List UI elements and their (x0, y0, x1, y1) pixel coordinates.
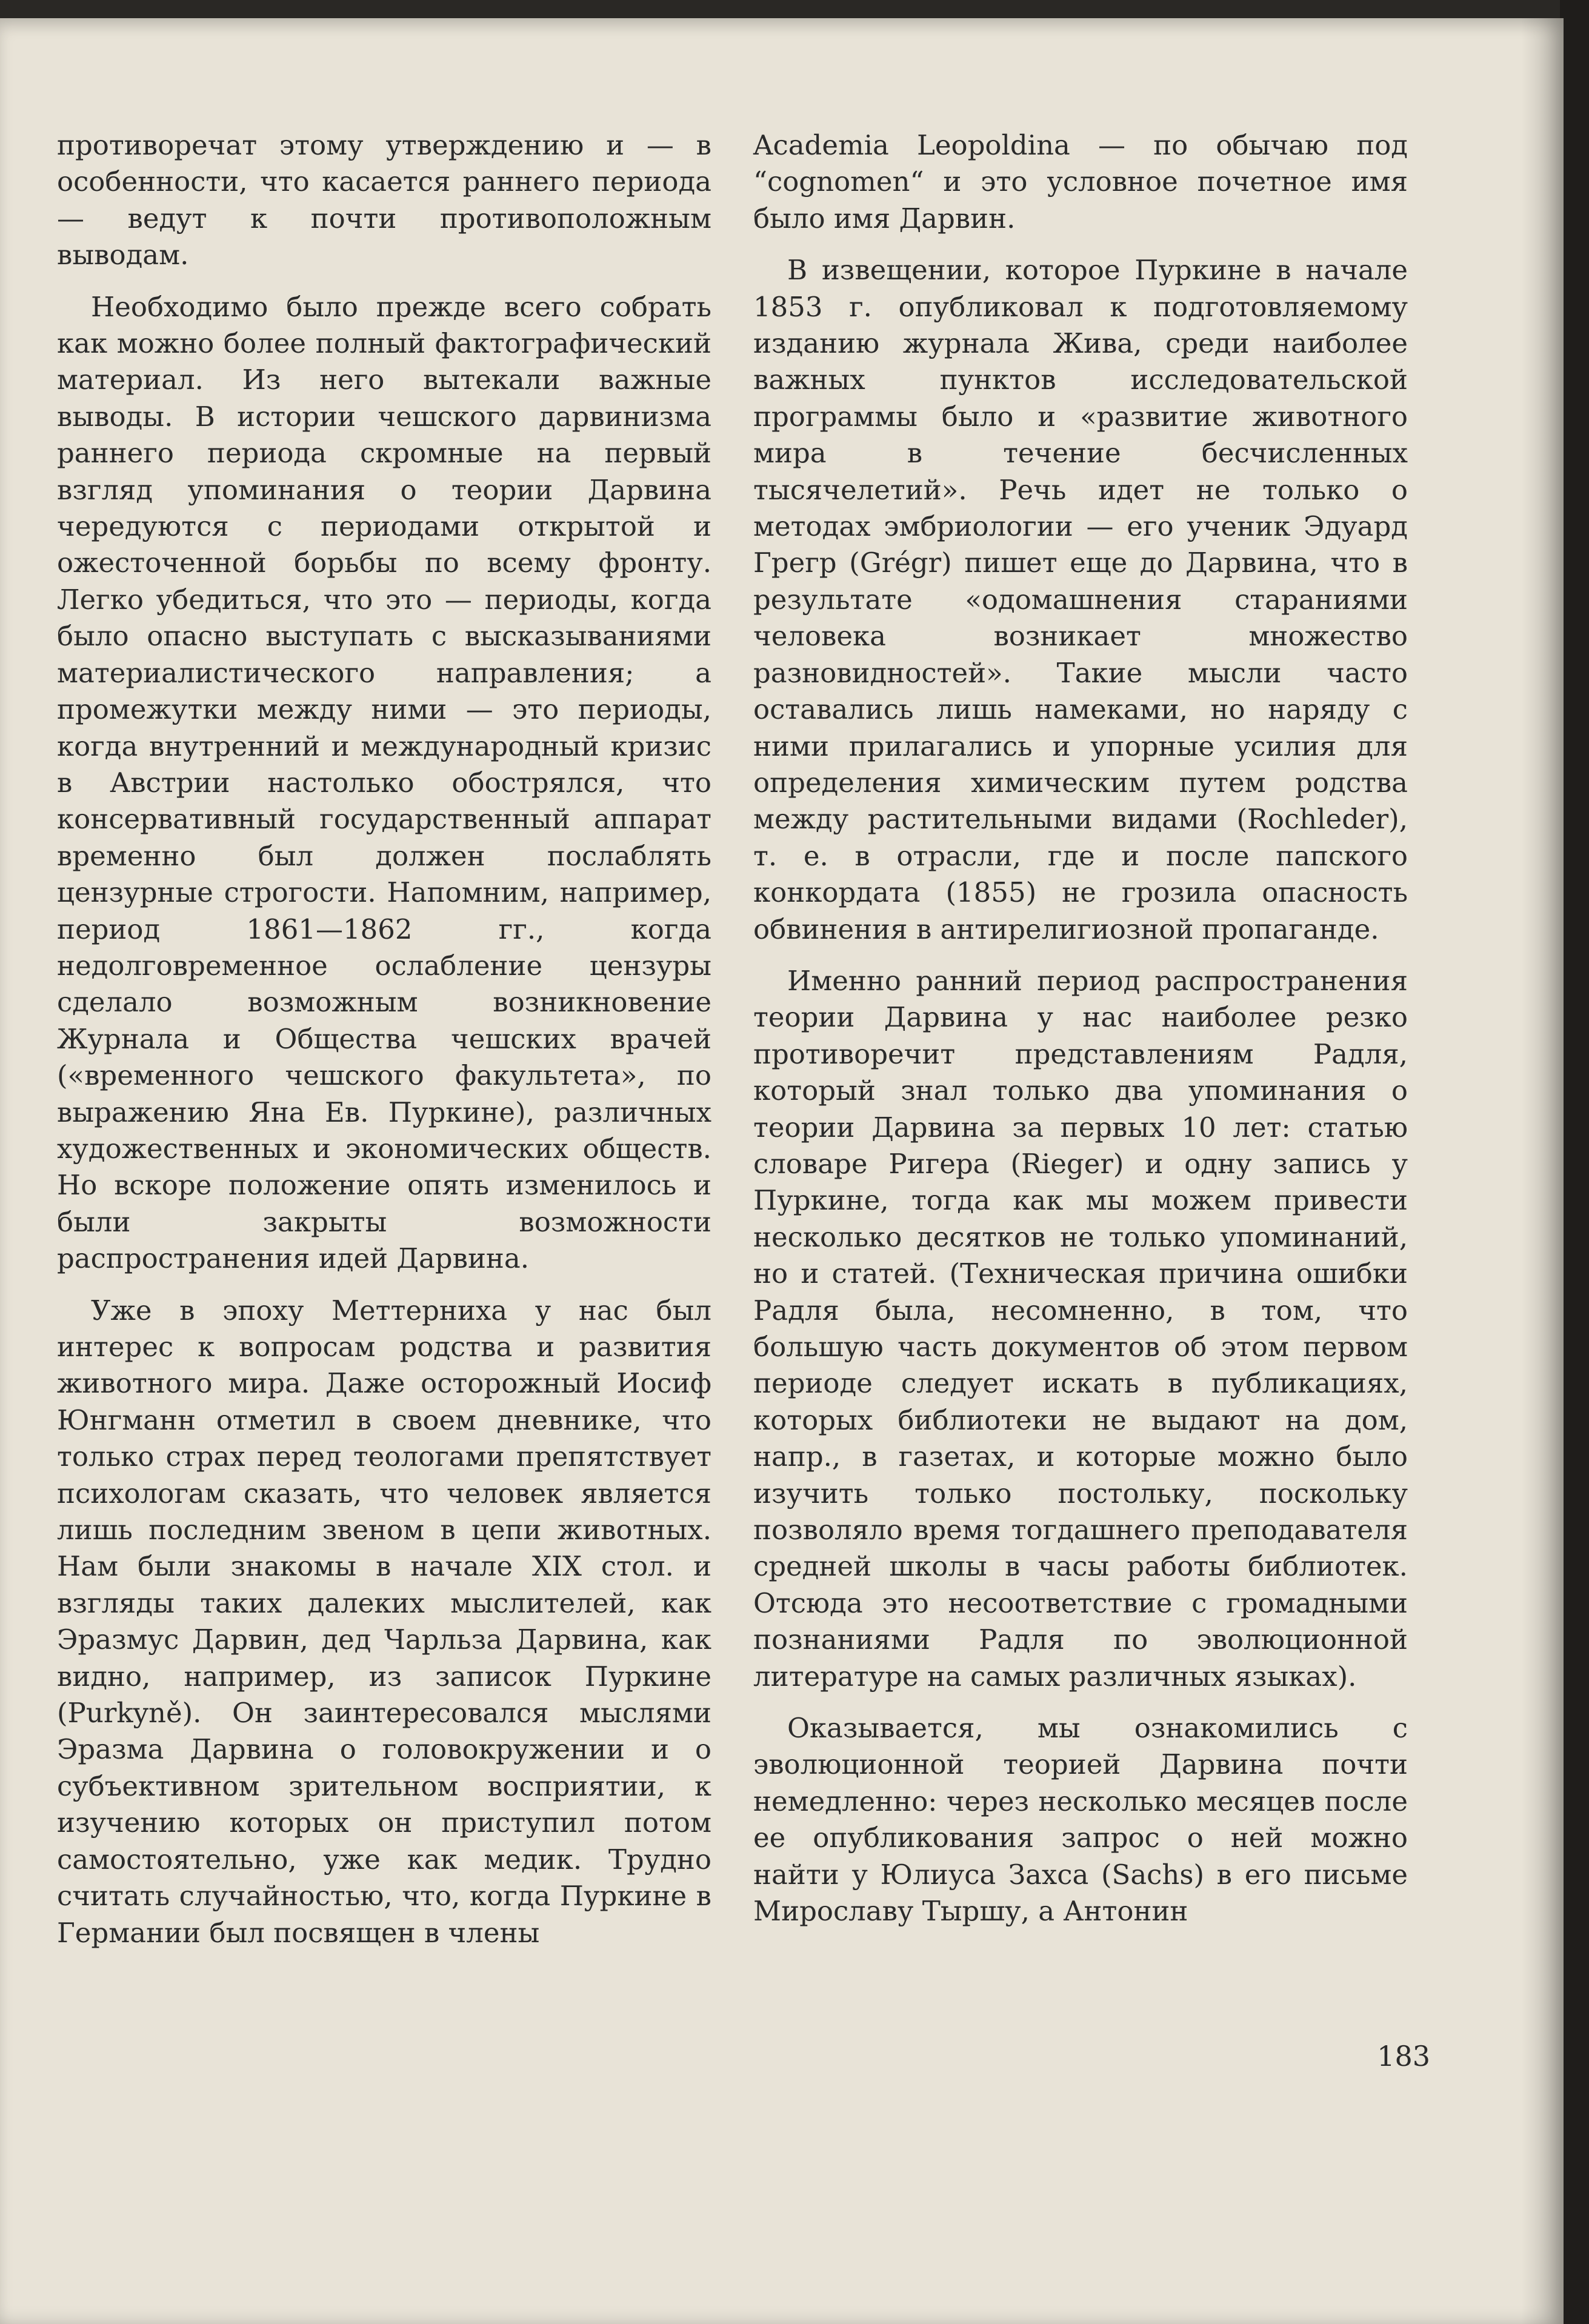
right-paragraph-1: Academia Leopoldina — по обычаю под “cognomen“ и это условное почетное имя было имя Дарвин. (753, 129, 1408, 235)
right-text-column (753, 127, 1408, 1930)
page-fold-shadow (1521, 18, 1564, 2324)
left-paragraph-1: противоречат этому утверждению и — в особенности, что касается раннего периода — ведут к почти противоположным выводам. (57, 129, 711, 271)
page-number: 183 (1377, 2040, 1430, 2073)
scan-background-right (1560, 0, 1589, 2324)
right-paragraph-3: Именно ранний период распространения теории Дарвина у нас наиболее резко противоречит представлениям Радля, который знал только два упоминания о теории Дарвина за первых 10 лет: статью словаре Ригера (Rieger) и одну запись у Пуркине, тогда как мы можем привести несколько десятков не только упоминаний, но и статей. (Техническая причина ошибки Радля была, несомненно, в том, что большую часть документов об этом первом периоде следует искать в публикациях, которых библиотеки не выдают на дом, напр., в газетах, и которые можно было изучить только постольку, поскольку позволяло время тогдашнего преподавателя средней школы в часы работы библиотек. Отсюда это несоответствие с громадными познаниями Радля по эволюционной литературе на самых различных языках). (753, 964, 1408, 1693)
right-paragraph-4: Оказывается, мы ознакомились с эволюционной теорией Дарвина почти немедленно: через несколько месяцев после ее опубликования запрос о ней можно найти у Юлиуса Захса (Sachs) в его письме Мирославу Тыршу, а Антонин (753, 1712, 1408, 1928)
left-paragraph-3: Уже в эпоху Меттерниха у нас был интерес к вопросам родства и развития животного мира. Даже осторожный Иосиф Юнгманн отметил в своем дневнике, что только страх перед теологами препятствует психологам сказать, что человек является лишь последним звеном в цепи животных. Нам были знакомы в начале XIX стол. и взгляды таких далеких мыслителей, как Эразмус Дарвин, дед Чарльза Дарвина, как видно, например, из записок Пуркине (Purkyně). Он заинтересовался мыслями Эразма Дарвина о головокружении и о субъективном зрительном восприятии, к изучению которых он приступил потом самостоятельно, уже как медик. Трудно считать случайностью, что, когда Пуркине в Германии был посвящен в члены (57, 1294, 711, 1949)
left-text-column (57, 127, 711, 1951)
right-paragraph-2: В извещении, которое Пуркине в начале 1853 г. опубликовал к подготовляемому изданию журнала Жива, среди наиболее важных пунктов исследовательской программы было и «развитие животного мира в течение бесчисленных тысячелетий». Речь идет не только о методах эмбриологии — его ученик Эдуард Грегр (Grégr) пишет еще до Дарвина, что в результате «одомашнения стараниями человека возникает множество разновидностей». Такие мысли часто оставались лишь намеками, но наряду с ними прилагались и упорные усилия для определения химическим путем родства между растительными видами (Rochleder), т. е. в отрасли, где и после папского конкордата (1855) не грозила опасность обвинения в антирелигиозной пропаганде. (753, 254, 1408, 945)
left-paragraph-2: Необходимо было прежде всего собрать как можно более полный фактографический материал. Из него вытекали важные выводы. В истории чешского дарвинизма раннего периода скромные на первый взгляд упоминания о теории Дарвина чередуются с периодами открытой и ожесточенной борьбы по всему фронту. Легко убедиться, что это — периоды, когда было опасно выступать с высказываниями материалистического направления; а промежутки между ними — это периоды, когда внутренний и международный кризис в Австрии настолько обострялся, что консервативный государственный аппарат временно был должен послаблять цензурные строгости. Напомним, например, период 1861—1862 гг., когда недолговременное ослабление цензуры сделало возможным возникновение Журнала и Общества чешских врачей («временного чешского факультета», по выражению Яна Ев. Пуркине), различных художественных и экономических обществ. Но вскоре положение опять изменилось и были закрыты возможности распространения идей Дарвина. (57, 290, 711, 1275)
